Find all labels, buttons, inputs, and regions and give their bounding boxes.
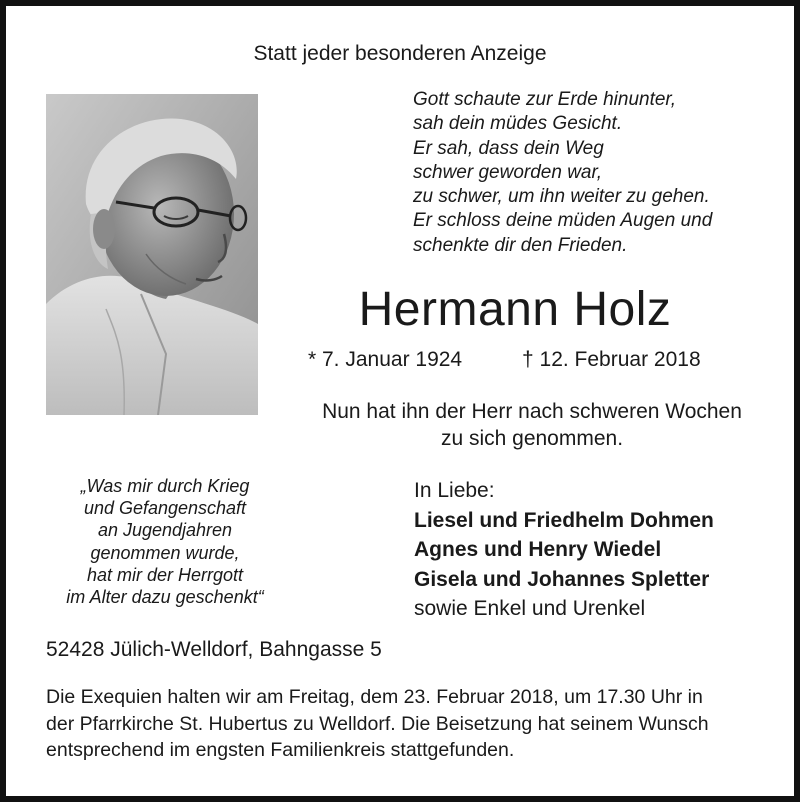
service-line: Die Exequien halten wir am Freitag, dem 23. Februar 2018, um 17.30 Uhr in bbox=[46, 686, 703, 708]
birth-date: * 7. Januar 1924 bbox=[308, 348, 463, 371]
poem-line: sah dein müdes Gesicht. bbox=[413, 113, 623, 135]
portrait-photo bbox=[46, 94, 258, 415]
poem-line: Gott schaute zur Erde hinunter, bbox=[413, 89, 676, 110]
service-line: entsprechend im engsten Familienkreis stattgefunden. bbox=[46, 739, 515, 761]
quote-line: genommen wurde, bbox=[90, 542, 240, 563]
mourners-list bbox=[414, 476, 714, 624]
quote-line: im Alter dazu geschenkt“ bbox=[66, 587, 264, 608]
poem bbox=[413, 88, 712, 258]
mourner-name: Gisela und Johannes Spletter bbox=[414, 567, 710, 591]
mourner-name: Agnes und Henry Wiedel bbox=[414, 538, 662, 561]
poem-line: schwer geworden war, bbox=[413, 161, 603, 183]
mourner-name: Liesel und Friedhelm Dohmen bbox=[414, 508, 714, 532]
service-line: der Pfarrkirche St. Hubertus zu Welldorf. Die Beisetzung hat seinem Wunsch bbox=[46, 712, 709, 735]
family-address: 52428 Jülich-Welldorf, Bahngasse 5 bbox=[46, 638, 382, 661]
poem-line: schenkte dir den Frieden. bbox=[413, 234, 628, 256]
deceased-name: Hermann Holz bbox=[358, 283, 672, 336]
poem-line: Er schloss deine müden Augen und bbox=[413, 210, 713, 232]
service-info bbox=[46, 684, 766, 764]
quote-line: und Gefangenschaft bbox=[83, 498, 247, 519]
header-notice: Statt jeder besonderen Anzeige bbox=[253, 42, 547, 65]
mourners-intro: In Liebe: bbox=[414, 479, 495, 502]
passing-line: zu sich genommen. bbox=[440, 427, 624, 450]
quote-line: an Jugendjahren bbox=[97, 520, 233, 541]
passing-statement bbox=[272, 398, 792, 452]
death-date: † 12. Februar 2018 bbox=[522, 348, 701, 371]
personal-quote bbox=[20, 475, 310, 608]
poem-line: Er sah, dass dein Weg bbox=[413, 137, 604, 159]
passing-line: Nun hat ihn der Herr nach schweren Wochen bbox=[322, 400, 742, 423]
mourners-others: sowie Enkel und Urenkel bbox=[414, 597, 646, 620]
quote-line: „Was mir durch Krieg bbox=[80, 476, 250, 496]
poem-line: zu schwer, um ihn weiter zu gehen. bbox=[413, 186, 710, 208]
quote-line: hat mir der Herrgott bbox=[86, 564, 244, 585]
